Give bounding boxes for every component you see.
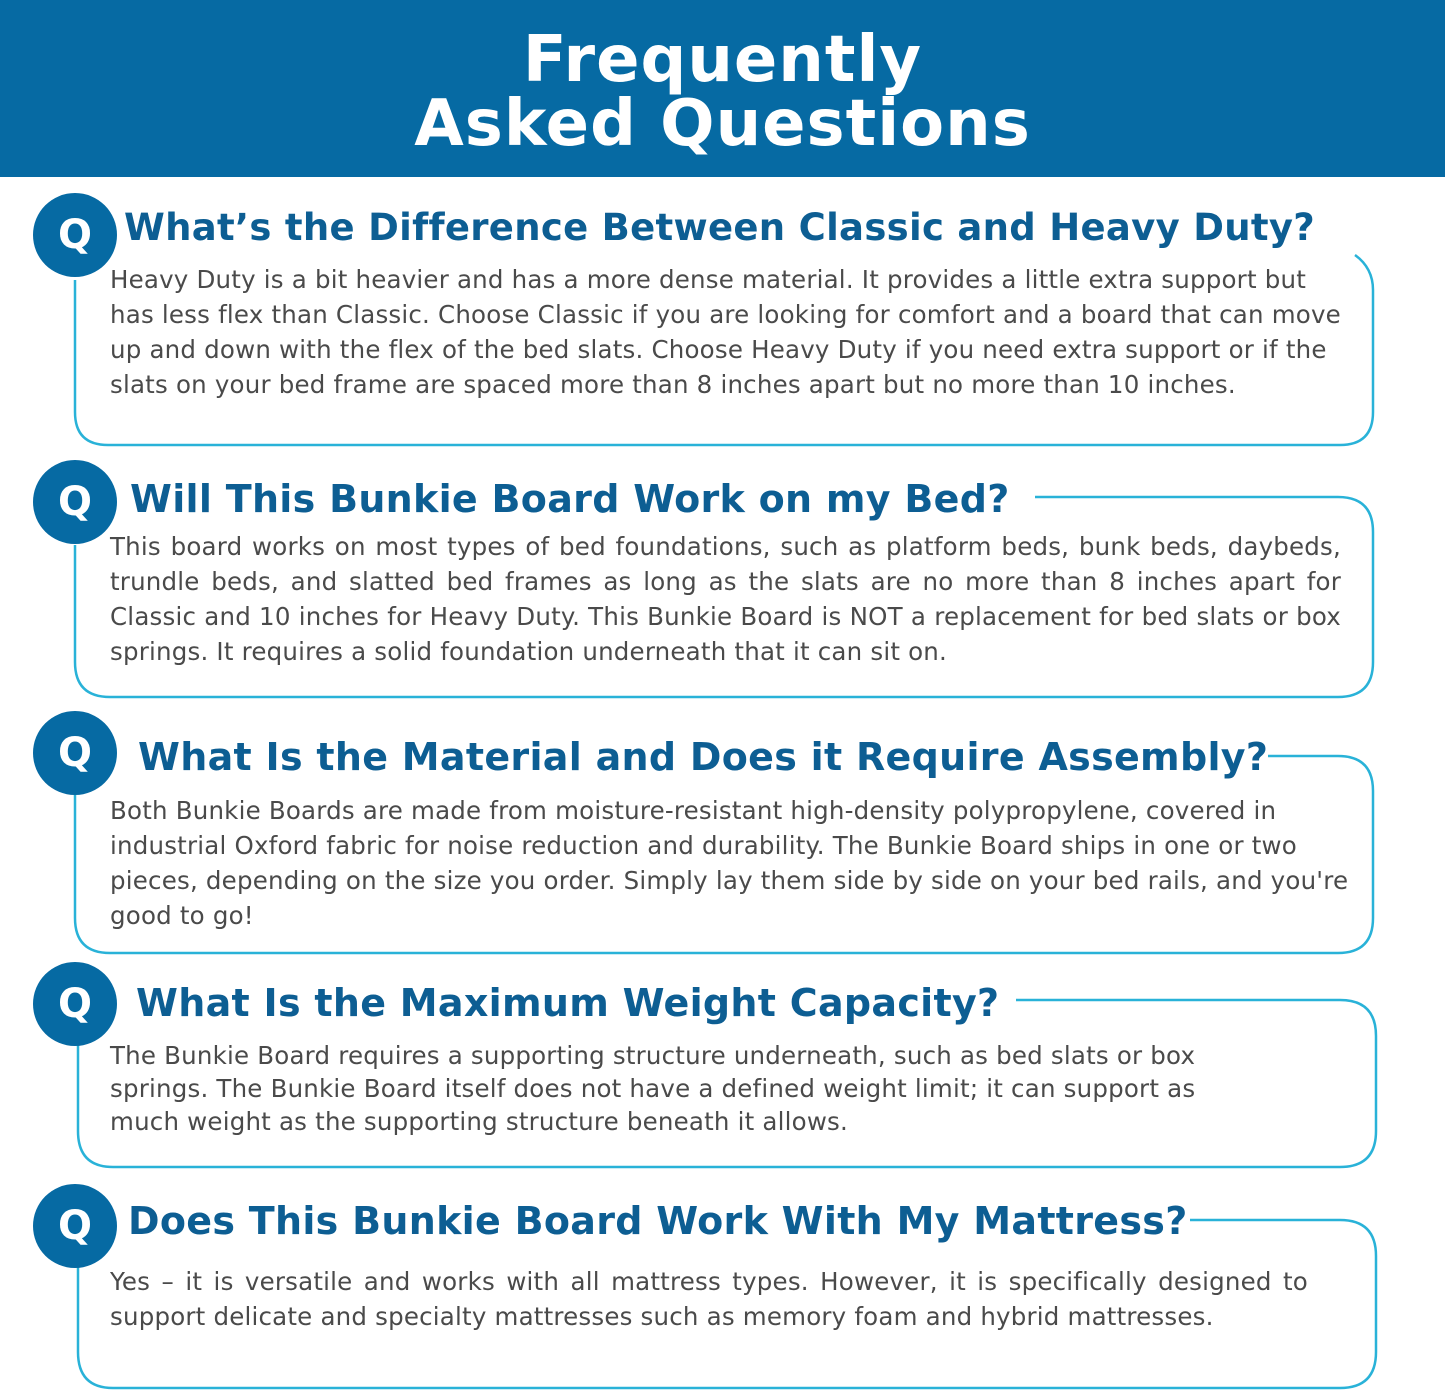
header-title-line1: Frequently (522, 23, 923, 97)
faq-answer-5: Yes – it is versatile and works with all mattress types. However, it is specifically designed to support delicate and specialty mattresses such as memory foam and hybrid mattresses. (110, 1267, 1308, 1331)
faq-question-2: Will This Bunkie Board Work on my Bed? (130, 477, 1010, 521)
faq-question-3: What Is the Material and Does it Require Assembly? (138, 735, 1269, 779)
faq-answer-2: This board works on most types of bed foundations, such as platform beds, bunk beds, daybeds, trundle beds, and slatted bed frames as long as the slats are no more than 8 inches apart for Classic and 10 inches for Heavy Duty. This Bunkie Board is NOT a replacement for bed slats or box springs. It requires a solid foundation underneath that it can sit on. (110, 532, 1341, 666)
q-badge-icon: Q (33, 962, 117, 1046)
q-badge-icon: Q (33, 193, 117, 277)
header-title-line2: Asked Questions (414, 87, 1031, 161)
faq-answer-3: Both Bunkie Boards are made from moisture-resistant high-density polypropylene, covered in industrial Oxford fabric for noise reduction and durability. The Bunkie Board ships in one or two pieces, depending on the size you order. Simply lay them side by side on your bed rails, and you're good to go! (110, 796, 1349, 930)
faq-question-5: Does This Bunkie Board Work With My Mattress? (128, 1199, 1188, 1243)
faq-question-4: What Is the Maximum Weight Capacity? (136, 981, 1000, 1025)
q-badge-icon: Q (33, 711, 117, 795)
faq-answer-1: Heavy Duty is a bit heavier and has a more dense material. It provides a little extra support but has less flex than Classic. Choose Classic if you are looking for comfort and a board that can move up and down with the flex of the bed slats. Choose Heavy Duty if you need extra support or if the slats on your bed frame are spaced more than 8 inches apart but no more than 10 inches. (110, 265, 1341, 399)
q-badge-icon: Q (33, 1184, 117, 1268)
q-badge-icon: Q (33, 460, 117, 544)
faq-answer-4: The Bunkie Board requires a supporting structure underneath, such as bed slats or box springs. The Bunkie Board itself does not have a defined weight limit; it can support as much weight as the supporting structure beneath it allows. (110, 1041, 1196, 1136)
faq-question-1: What’s the Difference Between Classic and Heavy Duty? (124, 206, 1316, 249)
